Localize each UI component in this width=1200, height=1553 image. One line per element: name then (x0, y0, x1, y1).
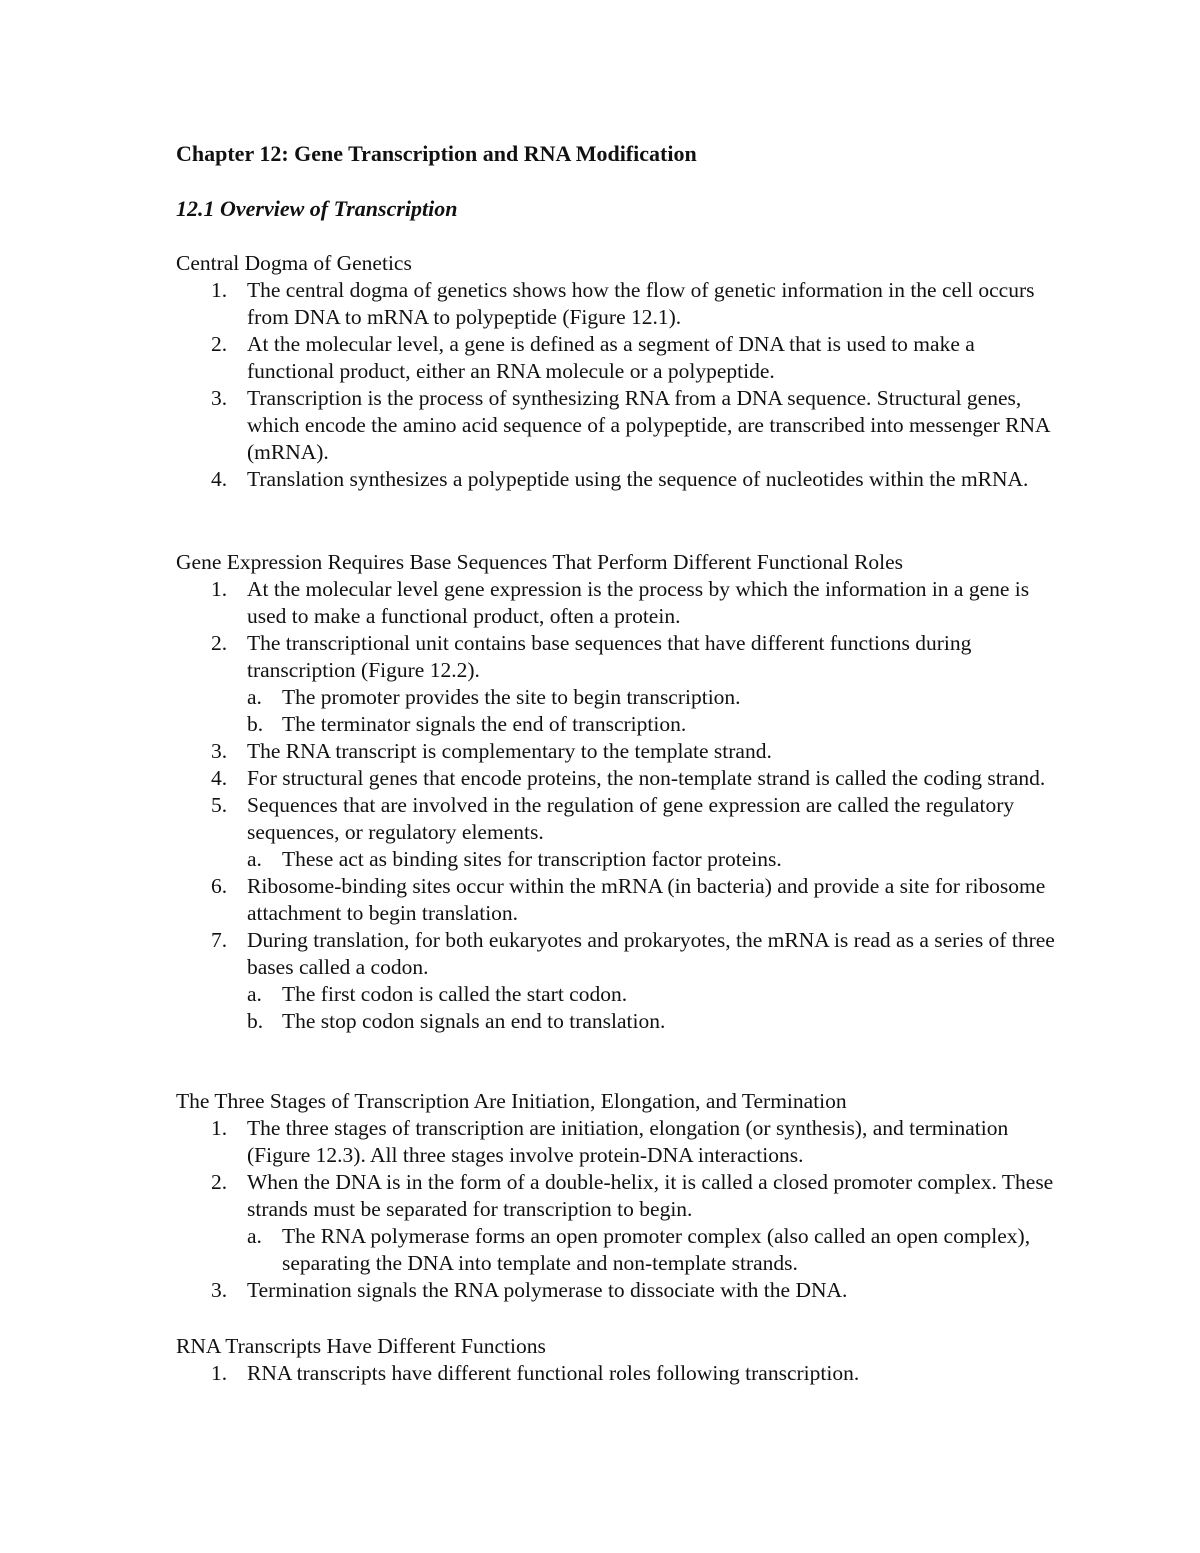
list-item (176, 466, 1056, 493)
sub-item-text: The stop codon signals an end to translation. (282, 1009, 666, 1033)
list-item (176, 277, 1056, 331)
item-list (176, 277, 1056, 493)
item-number: 1. (211, 1116, 228, 1140)
section-heading: RNA Transcripts Have Different Functions (176, 1334, 546, 1358)
list-item (176, 1360, 1056, 1387)
section-heading: Gene Expression Requires Base Sequences That Perform Different Functional Roles (176, 550, 904, 574)
list-item (176, 385, 1056, 466)
item-list (176, 1115, 1056, 1304)
item-number: 1. (211, 1361, 228, 1385)
item-number: 2. (211, 631, 228, 655)
item-list (176, 1360, 1056, 1387)
sub-item-list (247, 1223, 1056, 1277)
item-text: During translation, for both eukaryotes and prokaryotes, the mRNA is read as a series of three bases called a codon. (247, 928, 1055, 979)
sub-item-letter: a. (247, 847, 262, 871)
section-gene-expression (176, 549, 1056, 1035)
sub-item-letter: a. (247, 982, 262, 1006)
list-item (176, 576, 1056, 630)
section-rna-transcripts (176, 1333, 1056, 1387)
item-number: 5. (211, 793, 228, 817)
item-number: 3. (211, 739, 228, 763)
item-number: 6. (211, 874, 228, 898)
chapter-title: Chapter 12: Gene Transcription and RNA Modification (176, 141, 697, 166)
sub-item-text: The promoter provides the site to begin transcription. (282, 685, 741, 709)
sub-item-list (247, 846, 1056, 873)
sub-item-letter: b. (247, 1009, 264, 1033)
item-number: 2. (211, 1170, 228, 1194)
item-list (176, 576, 1056, 1035)
item-text: At the molecular level, a gene is defined as a segment of DNA that is used to make a functional product, either an RNA molecule or a polypeptide. (247, 332, 975, 383)
item-text: Ribosome-binding sites occur within the mRNA (in bacteria) and provide a site for ribosome attachment to begin translation. (247, 874, 1046, 925)
item-text: At the molecular level gene expression is the process by which the information in a gene is used to make a functional product, often a protein. (247, 577, 1030, 628)
sub-item-text: The RNA polymerase forms an open promoter complex (also called an open complex), separating the DNA into template and non-template strands. (282, 1224, 1031, 1275)
item-text: RNA transcripts have different functional roles following transcription. (247, 1361, 860, 1385)
sub-list-item (247, 1223, 1056, 1277)
section-title: 12.1 Overview of Transcription (176, 196, 458, 221)
sub-list-item (247, 846, 1056, 873)
item-number: 4. (211, 467, 228, 491)
item-text: The transcriptional unit contains base sequences that have different functions during transcription (Figure 12.2). (247, 631, 972, 682)
list-item (176, 792, 1056, 873)
sub-list-item (247, 711, 1056, 738)
sub-item-list (247, 684, 1056, 738)
sub-list-item (247, 684, 1056, 711)
item-text: When the DNA is in the form of a double-helix, it is called a closed promoter complex. These strands must be separated for transcription to begin. (247, 1170, 1054, 1221)
list-item (176, 1169, 1056, 1277)
item-number: 1. (211, 577, 228, 601)
item-number: 2. (211, 332, 228, 356)
list-item (176, 765, 1056, 792)
sub-item-letter: a. (247, 685, 262, 709)
item-text: The central dogma of genetics shows how the flow of genetic information in the cell occurs from DNA to mRNA to polypeptide (Figure 12.1). (247, 278, 1035, 329)
sub-item-letter: b. (247, 712, 264, 736)
item-text: Translation synthesizes a polypeptide using the sequence of nucleotides within the mRNA. (247, 467, 1029, 491)
sub-item-list (247, 981, 1056, 1035)
item-text: The three stages of transcription are initiation, elongation (or synthesis), and termination (Figure 12.3). All three stages involve protein-DNA interactions. (247, 1116, 1009, 1167)
item-text: For structural genes that encode proteins, the non-template strand is called the coding strand. (247, 766, 1046, 790)
item-number: 1. (211, 278, 228, 302)
list-item (176, 738, 1056, 765)
list-item (176, 331, 1056, 385)
section-central-dogma (176, 250, 1056, 493)
sub-list-item (247, 981, 1056, 1008)
item-number: 7. (211, 928, 228, 952)
list-item (176, 1277, 1056, 1304)
sub-list-item (247, 1008, 1056, 1035)
item-number: 4. (211, 766, 228, 790)
sub-item-text: These act as binding sites for transcription factor proteins. (282, 847, 782, 871)
section-heading: Central Dogma of Genetics (176, 251, 412, 275)
sub-item-text: The terminator signals the end of transcription. (282, 712, 687, 736)
section-three-stages (176, 1088, 1056, 1304)
item-number: 3. (211, 1278, 228, 1302)
sub-item-letter: a. (247, 1224, 262, 1248)
section-heading: The Three Stages of Transcription Are Initiation, Elongation, and Termination (176, 1089, 847, 1113)
item-text: Transcription is the process of synthesizing RNA from a DNA sequence. Structural genes, which encode the amino acid sequence of a polypeptide, are transcribed into messenger RNA (mRNA). (247, 386, 1050, 464)
item-text: Termination signals the RNA polymerase to dissociate with the DNA. (247, 1278, 848, 1302)
item-text: The RNA transcript is complementary to the template strand. (247, 739, 772, 763)
list-item (176, 927, 1056, 1035)
item-text: Sequences that are involved in the regulation of gene expression are called the regulatory sequences, or regulatory elements. (247, 793, 1015, 844)
item-number: 3. (211, 386, 228, 410)
list-item (176, 1115, 1056, 1169)
list-item (176, 873, 1056, 927)
sub-item-text: The first codon is called the start codon. (282, 982, 628, 1006)
list-item (176, 630, 1056, 738)
